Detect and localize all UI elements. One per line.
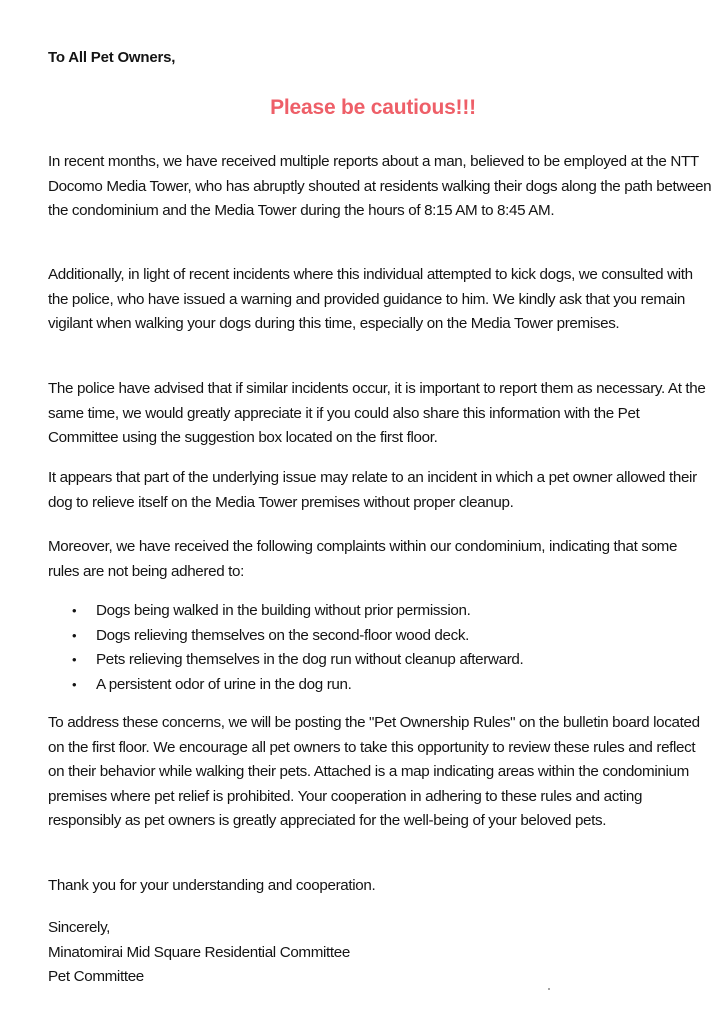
bullet-icon: • [72,603,77,618]
list-item [48,624,712,649]
valediction: Sincerely, [48,919,111,936]
signatory-pet-committee: Pet Committee [48,968,144,985]
bullet-icon: • [72,652,77,667]
complaint-text: A persistent odor of urine in the dog run. [96,675,352,693]
paragraph-report-advice: The police have advised that if similar incidents occur, it is important to report them as necessary. At the same time, we would greatly appreciate it if you could also share this information with the Pet Committee using the suggestion box located on the first floor. [48,380,706,446]
salutation: To All Pet Owners, [48,49,176,66]
list-item [48,648,712,673]
paragraph-rules-posting: To address these concerns, we will be posting the "Pet Ownership Rules" on the bulletin board located on the first floor. We encourage all pet owners to take this opportunity to review these rules and reflect on their behavior while walking their pets. Attached is a map indicating areas within the condominium premises where pet relief is prohibited. Your cooperation in adhering to these rules and acting responsibly as pet owners is greatly appreciated for the well-being of your beloved pets. [48,714,700,829]
paragraph-police-consultation: Additionally, in light of recent incidents where this individual attempted to kick dogs, we consulted with the police, who have issued a warning and provided guidance to him. We kindly ask that you remain vigilant when walking your dogs during this time, especially on the Media Tower premises. [48,266,693,332]
complaint-text: Dogs being walked in the building without prior permission. [96,602,471,619]
paragraph-underlying-issue: It appears that part of the underlying issue may relate to an incident in which a pet owner allowed their dog to relieve itself on the Media Tower premises without proper cleanup. [48,469,697,511]
paragraph-complaints-intro: Moreover, we have received the following complaints within our condominium, indicating that some rules are not being adhered to: [48,538,678,580]
complaints-list [48,599,712,697]
list-item [48,599,712,624]
paragraph-thanks: Thank you for your understanding and cooperation. [48,877,376,894]
list-item [48,673,712,698]
signatory-committee: Minatomirai Mid Square Residential Committee [48,943,350,961]
bullet-icon: • [72,627,77,643]
signature-block [48,916,350,990]
headline: Please be cautious!!! [270,96,476,119]
scan-speck [548,988,550,990]
complaint-text: Dogs relieving themselves on the second-floor wood deck. [96,626,469,644]
complaint-text: Pets relieving themselves in the dog run without cleanup afterward. [96,651,524,668]
paragraph-incident-report: In recent months, we have received multiple reports about a man, believed to be employed at the NTT Docomo Media Tower, who has abruptly shouted at residents walking their dogs along the path between the condominium and the Media Tower during the hours of 8:15 AM to 8:45 AM. [48,153,712,219]
bullet-icon: • [72,676,77,692]
